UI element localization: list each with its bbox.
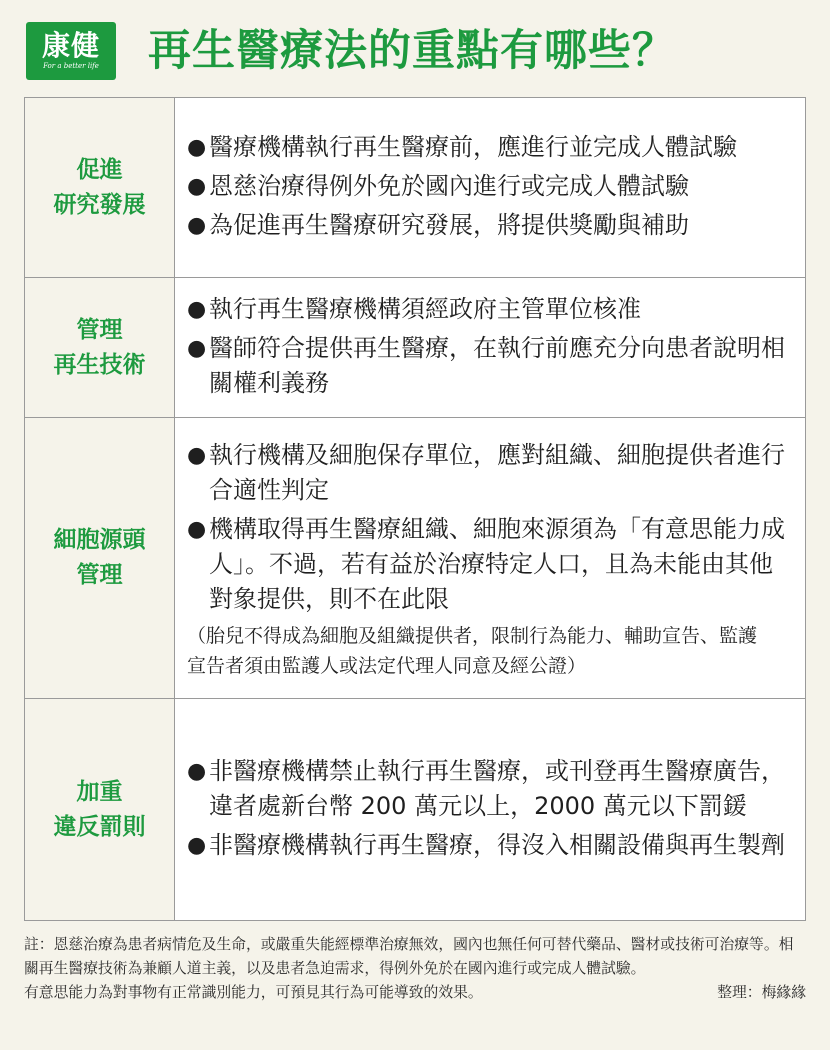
credit: 整理：梅緣緣 [717, 984, 806, 1001]
logo-tagline: For a better life [43, 62, 99, 70]
category-label: 研究發展 [53, 191, 146, 218]
list-item [187, 754, 791, 824]
item-text: 執行再生醫療機構須經政府主管單位核准 [209, 295, 641, 323]
footnote: 有意思能力為對事物有正常識別能力，可預見其行為可能導致的效果。 [24, 984, 483, 1001]
footnote-row [24, 981, 806, 1005]
category-cell [25, 699, 175, 921]
item-text: 醫師符合提供再生醫療，在執行前應充分向患者說明相關權利義務 [209, 334, 785, 397]
category-label: 違反罰則 [53, 813, 146, 840]
content-cell [175, 418, 806, 699]
item-text: 機構取得再生醫療組織、細胞來源須為「有意思能力成人」。不過，若有益於治療特定人口，且為未能由其他對象提供，則不在此限 [209, 514, 785, 613]
footnote: 註：恩慈治療為患者病情危及生命，或嚴重失能經標準治療無效，國內也無任何可替代藥品、醫材或技術可治療等。相關再生醫療技術為兼顧人道主義，以及患者急迫需求，得例外免於在國內進行或完成人體試驗。 [24, 936, 794, 977]
bullet-icon: ● [187, 442, 207, 468]
list-item [187, 169, 791, 204]
header [0, 0, 830, 95]
page-title: 再生醫療法的重點有哪些？ [148, 26, 676, 76]
category-label: 細胞源頭 [53, 527, 146, 553]
item-text: 非醫療機構執行再生醫療，得沒入相關設備與再生製劑 [209, 831, 785, 859]
list-item [187, 512, 791, 617]
table-row [25, 98, 806, 278]
logo [26, 22, 116, 80]
bullet-icon: ● [187, 759, 207, 784]
table-row [25, 278, 806, 418]
list-item [187, 331, 791, 401]
bullet-icon: ● [187, 174, 207, 199]
content-cell [175, 278, 806, 418]
footer-notes [24, 933, 806, 1005]
table-row [25, 418, 806, 699]
list-item [187, 208, 791, 243]
category-cell [25, 278, 175, 418]
list-item [187, 130, 791, 165]
bullet-icon: ● [187, 336, 207, 361]
item-text: 為促進再生醫療研究發展，將提供獎勵與補助 [209, 211, 689, 239]
item-text: 非醫療機構禁止執行再生醫療，或刊登再生醫療廣告，違者處新台幣 200 萬元以上，2000 萬元以下罰鍰 [209, 757, 785, 820]
category-cell [25, 418, 175, 699]
content-cell [175, 699, 806, 921]
bullet-icon: ● [187, 297, 207, 322]
logo-text: 康健 [41, 29, 100, 62]
category-cell [25, 98, 175, 278]
info-table [24, 97, 806, 921]
category-label: 管理 [76, 316, 123, 343]
item-text: 醫療機構執行再生醫療前，應進行並完成人體試驗 [209, 133, 737, 161]
list-item [187, 828, 791, 863]
row-note: （胎兒不得成為細胞及組織提供者，限制行為能力、輔助宣告、監護宣告者須由監護人或法定代理人同意及經公證） [187, 624, 758, 677]
item-text: 恩慈治療得例外免於國內進行或完成人體試驗 [209, 172, 689, 200]
table-row [25, 699, 806, 921]
bullet-icon: ● [187, 516, 207, 542]
category-label: 加重 [76, 778, 123, 805]
bullet-icon: ● [187, 833, 207, 858]
list-item [187, 438, 791, 508]
category-label: 促進 [76, 156, 123, 183]
bullet-icon: ● [187, 135, 207, 160]
list-item [187, 292, 791, 327]
category-label: 管理 [76, 562, 123, 588]
content-cell [175, 98, 806, 278]
category-label: 再生技術 [53, 351, 146, 378]
bullet-icon: ● [187, 213, 207, 238]
item-text: 執行機構及細胞保存單位，應對組織、細胞提供者進行合適性判定 [209, 440, 785, 504]
